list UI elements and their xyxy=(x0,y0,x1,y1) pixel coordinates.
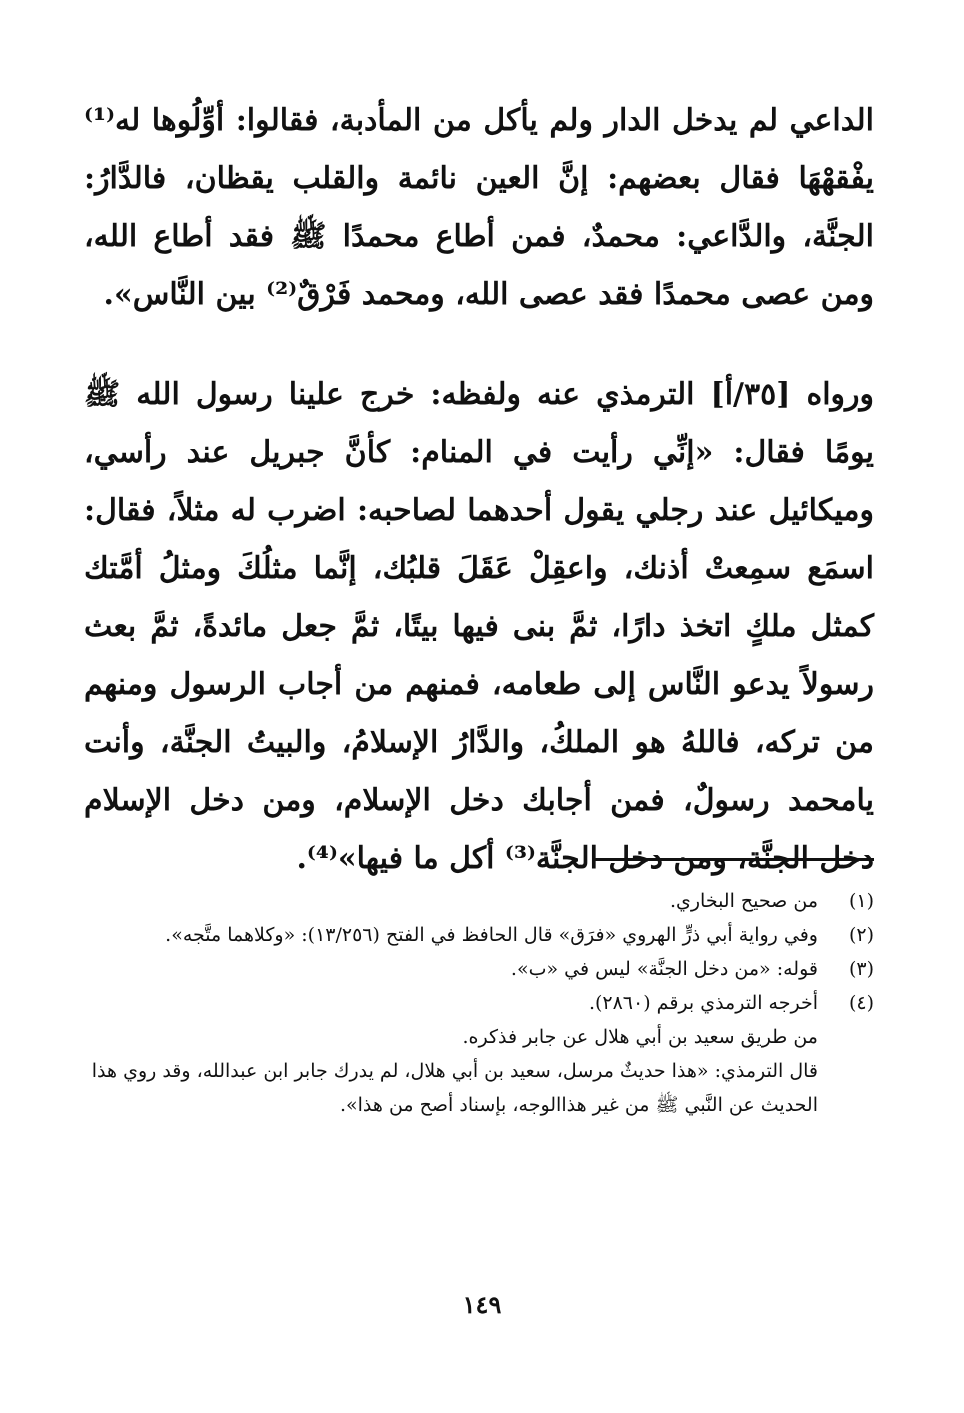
footnotes xyxy=(84,884,874,1122)
main-text xyxy=(84,92,874,888)
footnote-4 xyxy=(84,986,874,1020)
page-number: ١٤٩ xyxy=(462,1290,502,1319)
footnote-separator xyxy=(592,858,874,861)
footnote-text: من صحيح البخاري. xyxy=(669,890,818,912)
footnote-text: أخرجه الترمذي برقم (٢٨٦٠). xyxy=(588,992,818,1014)
footnote-number: (١) xyxy=(848,890,874,912)
footnote-number: (٢) xyxy=(848,924,874,946)
footnote-4-source: من طريق سعيد بن أبي هلال عن جابر فذكره. xyxy=(462,1026,818,1048)
footnote-2 xyxy=(84,918,874,952)
footnote-3 xyxy=(84,952,874,986)
footnote-1 xyxy=(84,884,874,918)
footnote-4-quote: قال الترمذي: «هذا حديثٌ مرسل، سعيد بن أبي هلال، لم يدرك جابر ابن عبدالله، وقد روي هذا الحديث عن النَّبي ﷺ من غير هذاالوجه، بإسناد أصح من هذا». xyxy=(91,1060,818,1116)
paragraph-1: الداعي لم يدخل الدار ولم يأكل من المأدبة، فقالوا: أوِّلُوها له⁽¹⁾ يفْقهْهَا فقال بعضهم: إنَّ العين نائمة والقلب يقظان، فالدَّارُ: الجنَّة، والدَّاعي: محمدٌ، فمن أطاع محمدًا ﷺ فقد أطاع الله، ومن عصى محمدًا فقد عصى الله، ومحمد فَرْقٌ⁽²⁾ بين النَّاس». xyxy=(84,103,874,312)
paragraph-2: ورواه [٣٥/أ] الترمذي عنه ولفظه: خرج علينا رسول الله ﷺ يومًا فقال: «إنِّي رأيت في المنام: كأنَّ جبريل عند رأسي، وميكائيل عند رجلي يقول أحدهما لصاحبه: اضرب له مثلاً، فقال: اسمَع سمِعتْ أذنك، واعقِلْ عَقَلَ قلبُك، إنَّما مثلُكَ ومثلُ أمَّتك كمثل ملكٍ اتخذ دارًا، ثمَّ بنى فيها بيتًا، ثمَّ جعل مائدةً، ثمَّ بعث رسولاً يدعو النَّاس إلى طعامه، فمنهم من أجاب الرسول ومنهم من تركه، فاللهُ هو الملكُ، والدَّارُ الإسلامُ، والبيتُ الجنَّة، وأنت يامحمد رسولٌ، فمن أجابك دخل الإسلام، ومن دخل الإسلام دخل الجنَّة، ومن دخل الجنَّة⁽³⁾ أكل ما فيها»⁽⁴⁾. xyxy=(84,377,874,876)
footnote-number: (٤) xyxy=(848,992,874,1014)
footnote-text: قوله: «من دخل الجنَّة» ليس في «ب». xyxy=(510,958,818,980)
footnote-text: وفي رواية أبي ذرٍّ الهروي «فرَق» قال الحافظ في الفتح (١٣/٢٥٦): «وكلاهما متَّجه». xyxy=(165,924,818,946)
footnote-number: (٣) xyxy=(848,958,874,980)
